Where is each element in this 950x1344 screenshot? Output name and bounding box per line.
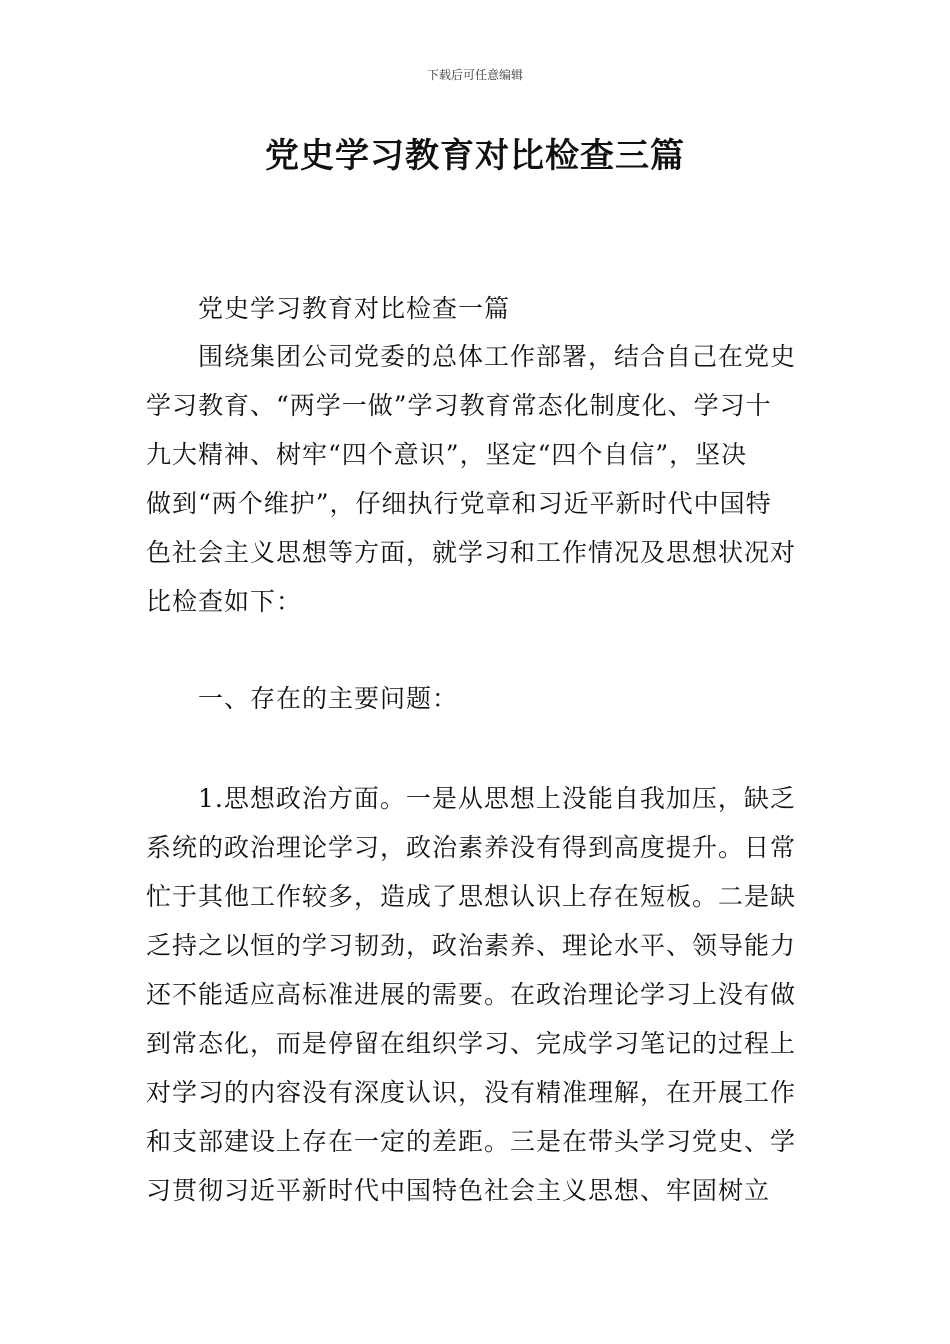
section-heading-block	[146, 674, 806, 723]
intro-paragraph	[146, 332, 806, 626]
paragraph-line: 做到“两个维护”，仔细执行党章和习近平新时代中国特	[146, 489, 772, 518]
paragraph-line: 九大精神、树牢“四个意识”，坚定“四个自信”，坚决	[146, 440, 748, 469]
paragraph-line: 还不能适应高标准进展的需要。在政治理论学习上没有做	[146, 980, 797, 1009]
subtitle-block	[146, 284, 806, 333]
item1-paragraph	[146, 774, 806, 1215]
paragraph-line: 习贯彻习近平新时代中国特色社会主义思想、牢固树立	[146, 1176, 771, 1205]
subtitle: 党史学习教育对比检查一篇	[198, 294, 511, 323]
document-title: 党史学习教育对比检查三篇	[265, 136, 685, 176]
paragraph-line: 1.思想政治方面。一是从思想上没能自我加压，缺乏	[198, 784, 796, 813]
paragraph-line: 乏持之以恒的学习韧劲，政治素养、理论水平、领导能力	[146, 931, 797, 960]
paragraph-line: 色社会主义思想等方面，就学习和工作情况及思想状况对	[146, 538, 797, 567]
paragraph-line: 忙于其他工作较多，造成了思想认识上存在短板。二是缺	[146, 882, 797, 911]
paragraph-line: 到常态化，而是停留在组织学习、完成学习笔记的过程上	[146, 1029, 797, 1058]
paragraph-line: 学习教育、“两学一做”学习教育常态化制度化、学习十	[146, 391, 772, 420]
paragraph-line: 和支部建设上存在一定的差距。三是在带头学习党史、学	[146, 1127, 797, 1156]
paragraph-line: 围绕集团公司党委的总体工作部署，结合自己在党史	[198, 342, 797, 371]
section-heading: 一、存在的主要问题：	[198, 684, 459, 713]
paragraph-line: 对学习的内容没有深度认识，没有精准理解，在开展工作	[146, 1078, 797, 1107]
paragraph-line: 系统的政治理论学习，政治素养没有得到高度提升。日常	[146, 833, 797, 862]
header-note: 下载后可任意编辑	[426, 68, 523, 82]
paragraph-line: 比检查如下：	[146, 587, 303, 616]
